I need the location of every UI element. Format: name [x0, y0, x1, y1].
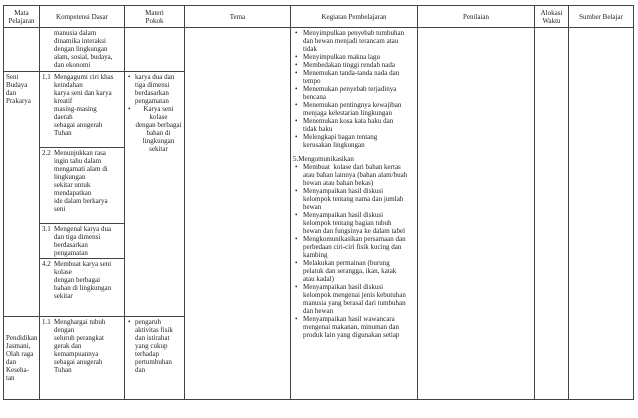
- kd-text: Menunjukkan rasa ingin tahu dalam mengamati alam di lingkungan sekitar untuk mendapatkan ide dalam berkarya seni: [54, 149, 108, 214]
- kd-text: Mengenal karya dua dan tiga dimensi berdasarkan pengamatan: [54, 224, 112, 257]
- kd-number: 4.2: [42, 259, 51, 268]
- table-row: [4, 28, 634, 72]
- list-item: • Mengkomunikasikan persamaan dan perbedaan ciri-ciri fisik kucing dan kambing: [303, 235, 415, 259]
- kd-text: Menghargai tubuh dengan seluruh perangkat gerak dan kemampuannya sebagai anugerah Tuhan: [54, 317, 106, 374]
- header-tema: Tema: [185, 6, 291, 28]
- materi-sbdp: [125, 72, 185, 317]
- kegiatan-cell: [291, 28, 418, 400]
- penilaian-cell: [418, 28, 535, 400]
- list-item: • Melengkapi bagan tentang kerusakan lingkungan: [303, 133, 415, 149]
- header-materi-pokok: Materi Pokok: [125, 6, 185, 28]
- kd-item: [42, 29, 122, 69]
- list-item: • Menemukan kosa kata baku dan tidak baku: [303, 117, 415, 133]
- header-row: [4, 6, 634, 28]
- list-item: • Menyampaikan hasil diskusi kelompok tentang nama dan jumlah hewan: [303, 187, 415, 211]
- kd-number: 2.2: [42, 149, 51, 158]
- rpp-table: [3, 5, 634, 400]
- kd-text: Mengagumi ciri khas keindahan karya seni dan karya kreatif masing-masing daerah sebagai anugerah Tuhan: [54, 73, 114, 138]
- mapel-sbdp: Seni Budaya dan Prakarya: [4, 72, 40, 317]
- kd-cell: [40, 28, 125, 72]
- list-item: • pengaruh aktivitas fisik dan istirahat yang cukup terhadap pertumbuhan dan: [135, 318, 182, 374]
- list-item: • Membuat kolase dari bahan kertas atau bahan lainnya (bahan alam/buah hewan atau bahan bekas): [303, 163, 415, 187]
- list-item: • Menemukan pentingnya kewajiban menjaga kelestarian lingkungan: [303, 101, 415, 117]
- kd-item: [42, 149, 122, 213]
- list-item: • Menyampaikan hasil diskusi kelompok mengenai jenis kebutuhan manusia yang berasal dari tumbuhan dan hewan: [303, 283, 415, 315]
- list-item: • Karya seni kolase dengan berbagai bahan di lingkungan sekitar: [135, 105, 182, 153]
- materi-pjok: [125, 316, 185, 399]
- list-item: • Menemukan penyebab terjadinya bencana: [303, 85, 415, 101]
- kd-cell: [40, 316, 125, 399]
- mapel-pjok: Pendidikan Jasmani, Olah raga dan Keseha- tan: [4, 316, 40, 399]
- kd-text: manusia dalam dinamika interaksi dengan lingkungan alam, sosial, budaya, dan ekonomi: [54, 29, 113, 70]
- materi-list: [127, 73, 182, 153]
- sumber-cell: [569, 28, 634, 400]
- alokasi-cell: [535, 28, 569, 400]
- kd-cell: [40, 72, 125, 148]
- kd-item: [42, 260, 122, 300]
- kd-number: 3.1: [42, 224, 51, 233]
- kegiatan-list-2: [293, 163, 415, 339]
- kd-cell: [40, 223, 125, 258]
- list-item: • Menyampaikan hasil diskusi kelompok tentang bagian tubuh hewan dan fungsinya ke dalam tabel: [303, 211, 415, 235]
- kd-number: [42, 29, 54, 69]
- kegiatan-heading: 5.Mengomunikasikan: [293, 155, 354, 164]
- kd-number: 1.1: [42, 73, 51, 82]
- kegiatan-list-1: [293, 29, 415, 149]
- header-kompetensi-dasar: Kompetensi Dasar: [40, 6, 125, 28]
- mapel-cell-empty: [4, 28, 40, 72]
- kd-item: [42, 225, 122, 257]
- header-mata-pelajaran: Mata Pelajaran: [4, 6, 40, 28]
- tema-cell: [185, 28, 291, 400]
- list-item: • Menyimpulkan makna lagu: [303, 53, 415, 61]
- list-item: • Menyampaikan hasil wawancara mengenai makanan, minuman dan produk lain yang digunakan setiap: [303, 315, 415, 339]
- list-item: • karya dua dan tiga dimensi berdasarkan pengamatan: [135, 73, 182, 105]
- header-penilaian: Penilaian: [418, 6, 535, 28]
- list-item: • Melakukan permainan (burung pelatuk dan serangga, ikan, katak atau kadal): [303, 259, 415, 283]
- list-item: • Menyimpulkan penyebab tumbuhan dan hewan menjadi terancam atau tidak: [303, 29, 415, 53]
- kd-item: [42, 73, 122, 137]
- header-kegiatan: Kegiatan Pembelajaran: [291, 6, 418, 28]
- kd-number: 1.1: [42, 317, 51, 326]
- header-alokasi-waktu: Alokasi Waktu: [535, 6, 569, 28]
- materi-list: [127, 318, 182, 374]
- header-sumber-belajar: Sumber Belajar: [569, 6, 634, 28]
- kd-cell: [40, 258, 125, 316]
- kd-text: Membuat karya seni kolase dengan berbagai bahan di lingkungan sekitar: [54, 259, 112, 300]
- list-item: • Menemukan tanda-tanda nada dan tempo: [303, 69, 415, 85]
- materi-cell-empty: [125, 28, 185, 72]
- list-item: • Membedakan tinggi rendah nada: [303, 61, 415, 69]
- kd-item: [42, 318, 122, 374]
- kd-cell: [40, 148, 125, 223]
